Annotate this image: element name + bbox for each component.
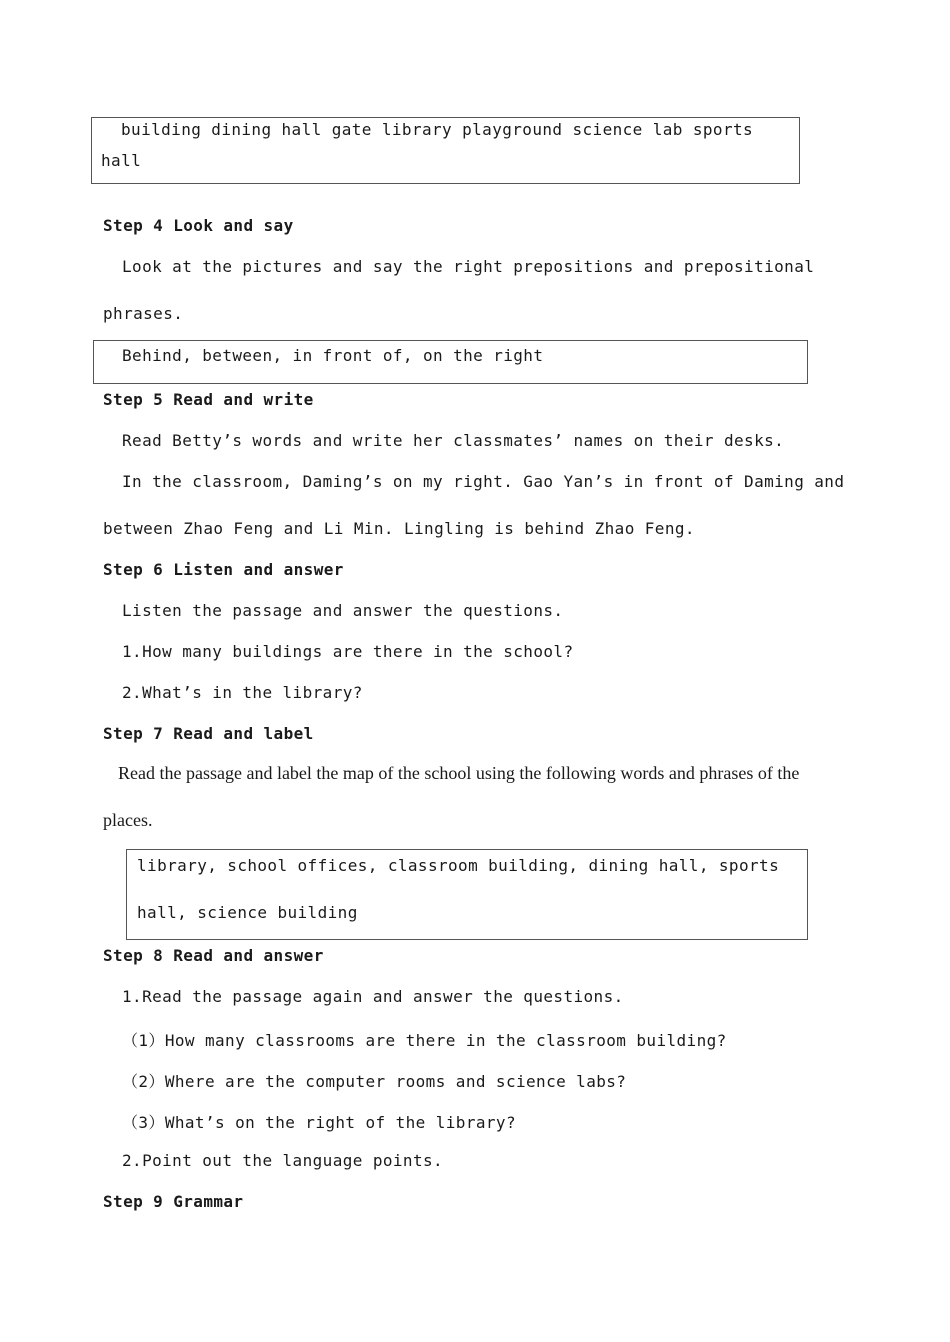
step-7-instruction-cont: places. <box>103 810 153 830</box>
step-8-instruction-1: 1.Read the passage again and answer the questions. <box>122 987 624 1006</box>
step-6-instruction: Listen the passage and answer the questions. <box>122 601 564 620</box>
step-8-heading: Step 8 Read and answer <box>103 946 324 965</box>
word-box-map-labels <box>126 849 808 940</box>
step-5-passage-line-2: between Zhao Feng and Li Min. Lingling is behind Zhao Feng. <box>103 519 695 538</box>
step-5-passage-line-1: In the classroom, Daming’s on my right. Gao Yan’s in front of Daming and <box>122 472 845 491</box>
word-box-prepositions-text: Behind, between, in front of, on the right <box>122 346 544 365</box>
step-5-heading: Step 5 Read and write <box>103 390 314 409</box>
word-box-places-line-2: hall <box>101 151 142 170</box>
step-4-instruction-cont: phrases. <box>103 304 184 323</box>
step-8-question-1: （1）How many classrooms are there in the classroom building? <box>122 1031 727 1050</box>
step-4-instruction: Look at the pictures and say the right prepositions and prepositional <box>122 257 815 276</box>
step-8-question-2: （2）Where are the computer rooms and science labs? <box>122 1072 627 1091</box>
step-9-heading: Step 9 Grammar <box>103 1192 244 1211</box>
step-6-question-2: 2.What’s in the library? <box>122 683 363 702</box>
word-box-places <box>91 117 800 184</box>
word-box-prepositions <box>93 340 808 384</box>
step-8-question-3: （3）What’s on the right of the library? <box>122 1113 516 1132</box>
step-5-instruction: Read Betty’s words and write her classmates’ names on their desks. <box>122 431 785 450</box>
step-7-instruction: Read the passage and label the map of the school using the following words and phrases of the <box>118 763 800 783</box>
step-6-heading: Step 6 Listen and answer <box>103 560 344 579</box>
step-6-question-1: 1.How many buildings are there in the school? <box>122 642 574 661</box>
word-box-map-labels-line-1: library, school offices, classroom building, dining hall, sports <box>137 856 780 875</box>
step-7-heading: Step 7 Read and label <box>103 724 314 743</box>
word-box-places-line-1: building dining hall gate library playground science lab sports <box>121 120 754 139</box>
step-8-instruction-2: 2.Point out the language points. <box>122 1151 444 1170</box>
word-box-map-labels-line-2: hall, science building <box>137 903 358 922</box>
step-4-heading: Step 4 Look and say <box>103 216 294 235</box>
